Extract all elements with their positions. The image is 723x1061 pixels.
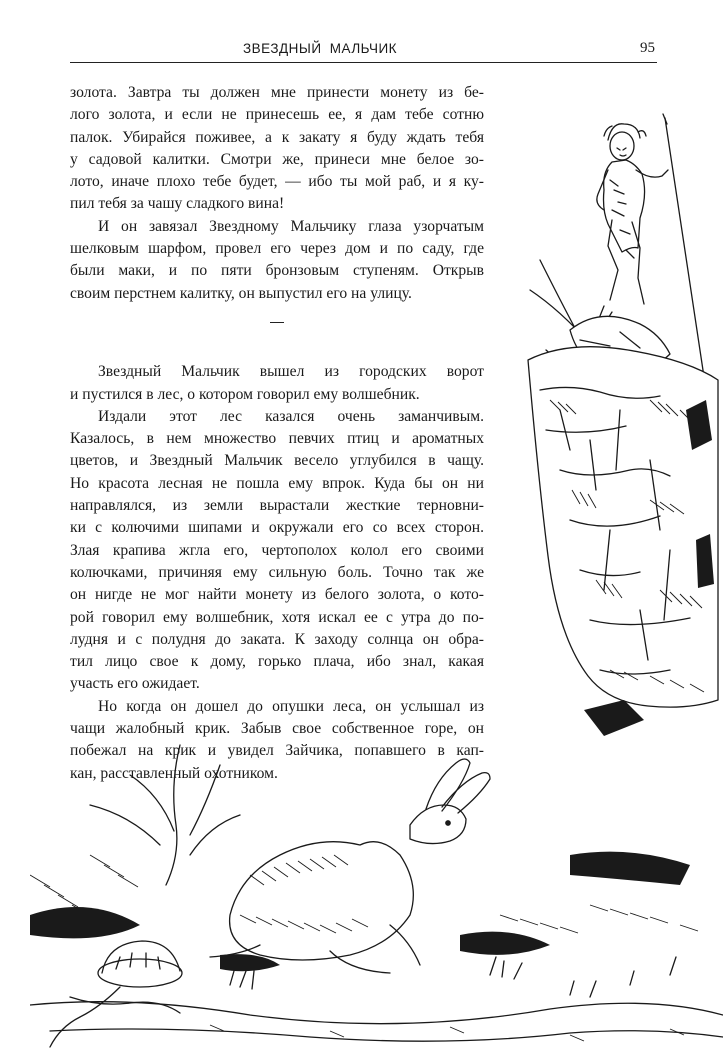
paragraph xyxy=(70,361,484,406)
illustration-drawing xyxy=(30,735,723,1051)
text-line: Злая крапива жгла его, чертополох колол его своими xyxy=(70,541,484,559)
text-line: лото, иначе плохо тебе будет, — ибо ты мой раб, и я ку- xyxy=(70,173,484,191)
text-line: он нигде не мог найти монету из белого золота, о кото- xyxy=(70,586,484,604)
text-line: кан, расставленный охотником. xyxy=(70,764,278,782)
hare-in-trap-illustration xyxy=(30,735,723,1051)
paragraph xyxy=(70,406,484,696)
text-line: участь его ожидает. xyxy=(70,675,200,693)
text-line: пил тебя за чашу сладкого вина! xyxy=(70,195,285,213)
text-line: лого золота, и если не принесешь ее, я дам тебе сотню xyxy=(70,106,484,124)
text-line: Издали этот лес казался очень заманчивым. xyxy=(98,407,484,425)
text-line: тил лицо свое к дому, горько плача, ибо знал, какая xyxy=(70,653,484,671)
section-separator xyxy=(70,311,484,333)
text-line: были маки, и по пяти бронзовым ступеням. Открыв xyxy=(70,262,484,280)
text-line: чащи жалобный крик. Забыв свое собственное горе, он xyxy=(70,720,484,738)
text-line: лудня и с полудня до заката. К заходу солнца он обра- xyxy=(70,630,484,648)
text-line: ки с колючими шипами и окружали его со всех сторон. xyxy=(70,519,484,537)
paragraph xyxy=(70,82,484,216)
boy-on-rock-illustration xyxy=(500,110,723,790)
text-line: Звездный Мальчик вышел из городских ворот xyxy=(98,363,484,381)
text-line: рой говорил ему волшебник, хотя искал ее с утра до по- xyxy=(70,608,484,626)
text-line: колючками, причиняя ему сильную боль. Точно так же xyxy=(70,563,484,581)
book-title: ЗВЕЗДНЫЙ МАЛЬЧИК xyxy=(242,41,398,56)
text-line: цветов, и Звездный Мальчик весело углубился в чащу. xyxy=(70,452,484,470)
text-line: и пустился в лес, о котором говорил ему волшебник. xyxy=(70,385,420,403)
text-line: своим перстнем калитку, он выпустил его на улицу. xyxy=(70,284,412,302)
text-line: Но когда он дошел до опушки леса, он услышал из xyxy=(98,697,484,715)
text-line: направлялся, из земли вырастали жесткие терновни- xyxy=(70,497,484,515)
text-line: Казалось, в нем множество певчих птиц и ароматных xyxy=(70,430,484,448)
text-line: Но красота лесная не пошла ему впрок. Куда бы он ни xyxy=(70,474,484,492)
text-line: И он завязал Звездному Мальчику глаза узорчатым xyxy=(98,217,484,235)
text-line: шелковым шарфом, провел его через дом и по саду, где xyxy=(70,240,484,258)
text-line: у садовой калитки. Смотри же, принеси мне белое зо- xyxy=(70,150,484,168)
illustration-drawing xyxy=(500,110,723,790)
text-line: золота. Завтра ты должен мне принести монету из бе- xyxy=(70,84,484,101)
text-line: побежал на крик и увидел Зайчика, попавшего в кап- xyxy=(70,742,484,760)
body-text xyxy=(70,82,484,785)
running-header xyxy=(70,40,657,63)
text-line: палок. Убирайся поживее, а к закату я буду ждать тебя xyxy=(70,128,484,146)
page-number: 95 xyxy=(640,40,655,56)
paragraph xyxy=(70,216,484,305)
